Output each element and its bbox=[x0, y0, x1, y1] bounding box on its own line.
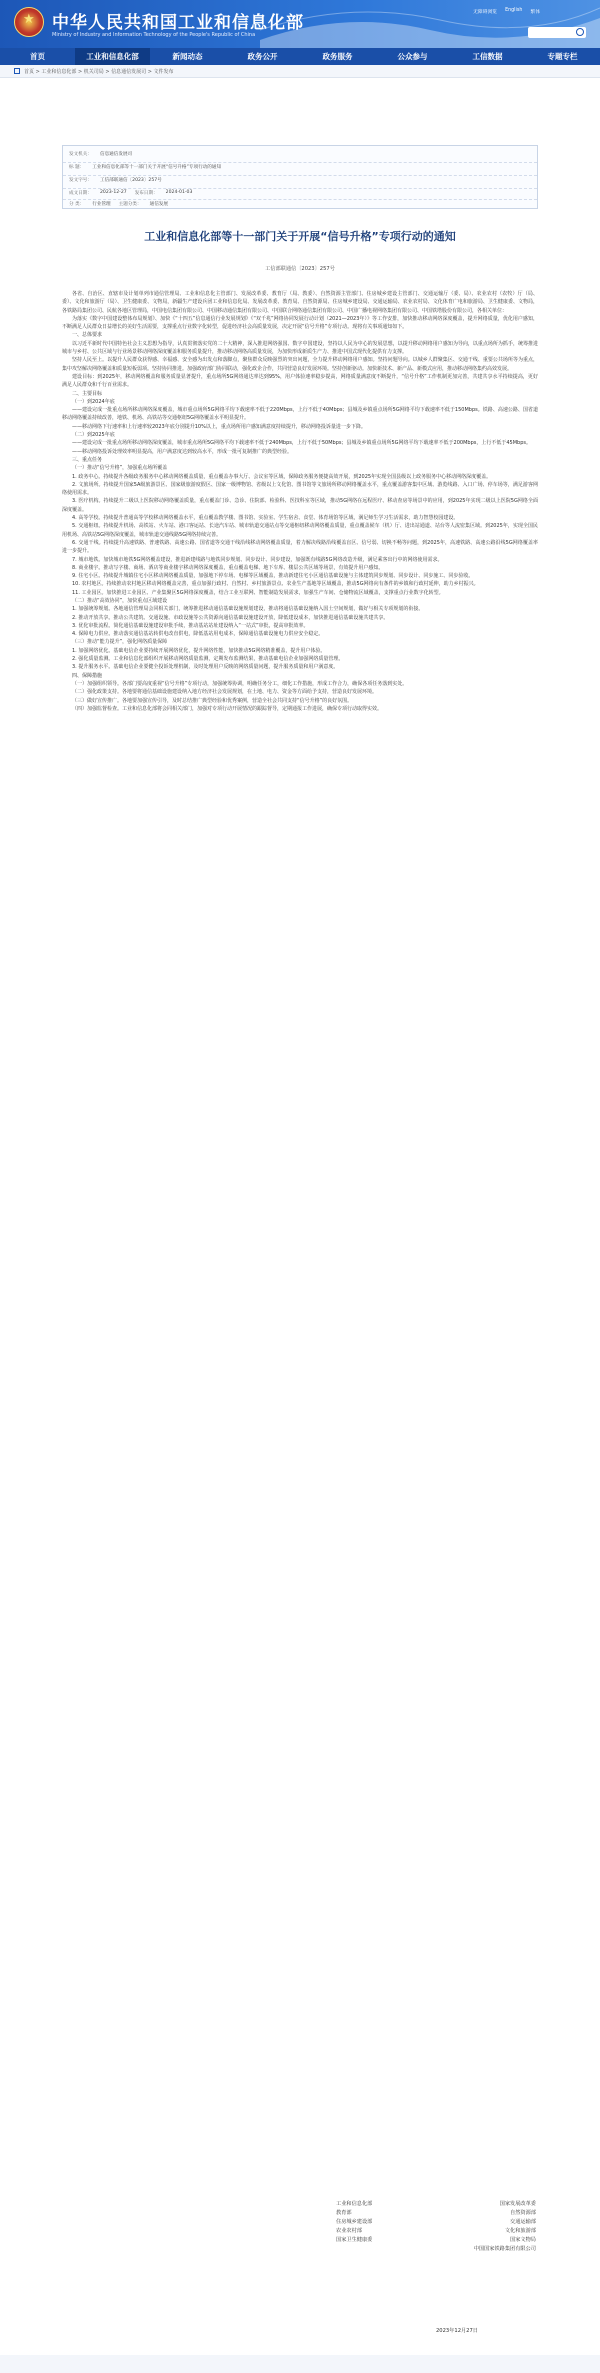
meta-divider bbox=[63, 175, 537, 176]
site-header bbox=[0, 0, 600, 48]
meta-key: 成文日期： bbox=[69, 191, 92, 196]
signatory: 交通运输部 bbox=[510, 2219, 536, 2225]
body-paragraph: 1. 政务中心。持续提升各级政务服务中心移动网络覆盖质量，重点覆盖办事大厅、会议室等区域，保障政务服务便捷高效开展，到2025年实现全国县级以上政务服务中心移动网络深度覆盖。 bbox=[72, 473, 492, 480]
document-number: 工信部联通信〔2023〕257号 bbox=[265, 266, 335, 272]
document-body bbox=[62, 290, 538, 713]
body-paragraph: 9. 住宅小区。持续提升城镇住宅小区移动网络覆盖质量，加强地下停车场、电梯等区域覆盖，推动新建住宅小区通信基础设施与主体建筑同步规划、同步设计、同步施工、同步验收。 bbox=[72, 573, 474, 580]
nav-data[interactable]: 工信数据 bbox=[472, 52, 503, 61]
meta-row-category bbox=[69, 201, 168, 207]
meta-value: 行业管理 bbox=[92, 202, 111, 207]
body-paragraph: 以习近平新时代中国特色社会主义思想为指导，认真贯彻落实党的二十大精神，深入推进网络强国、数字中国建设，坚持以人民为中心的发展思想，以提升移动网络用户感知为导向，以重点场所为抓手，统筹推进城市与乡村、公共区域与行业场景移动网络深度覆盖和服务质量提升，推动移动网络高质量发展，为加快形成新质生产力、推进中国式现代化提供有力支撑。 bbox=[62, 340, 538, 356]
header-wave-decoration bbox=[260, 0, 600, 48]
traditional-chinese-link[interactable]: 繁体 bbox=[530, 10, 540, 15]
home-icon[interactable] bbox=[14, 68, 20, 74]
signatory: 国家发展改革委 bbox=[499, 2201, 536, 2207]
meta-row-title bbox=[69, 164, 221, 170]
body-paragraph: 1. 加强统筹规划。各地通信管理局会同相关部门，统筹推进移动通信基础设施规划建设，推动将通信基础设施纳入国土空间规划，做好与相关专项规划的衔接。 bbox=[72, 606, 424, 613]
signatory-row bbox=[336, 2209, 536, 2218]
body-paragraph: 10. 农村地区。持续推动农村地区移动网络覆盖完善，重点加强行政村、自然村、乡村旅游景点、农业生产基地等区域覆盖，推动5G网络向有条件的乡镇和行政村延伸，助力乡村振兴。 bbox=[72, 581, 479, 588]
signatories bbox=[336, 2200, 536, 2254]
body-paragraph: ——移动网络投诉处理效率明显提高，用户满意度达到较高水平，形成一批可复制推广的典型经验。 bbox=[72, 448, 293, 455]
signatory-row bbox=[336, 2227, 536, 2236]
nav-services[interactable]: 政务服务 bbox=[322, 52, 353, 61]
body-paragraph: 为落实《数字中国建设整体布局规划》、加快《“十四五”信息通信行业发展规划》《“双千兆”网络协同发展行动计划（2021—2023年）》等工作安排，加快推动移动网络深度覆盖，提升网络质量，优化用户感知，不断满足人民群众日益增长的美好生活需要，支撑重点行业数字化转型，促进经济社会高质量发展，决定开展“信号升格”专项行动。现将有关事项通知如下。 bbox=[62, 315, 538, 331]
body-paragraph: 3. 优化审批流程。简化通信基础设施建设审批手续，推动基站站址建设纳入“一站式”审批，提高审批效率。 bbox=[72, 622, 309, 629]
body-paragraph: ——建设完成一批重点场所移动网络深度覆盖，城市重点场所5G网络平均下载速率不低于240Mbps，上行不低于50Mbps；县城及乡镇重点场所5G网络平均下载速率不低于200Mbps，上行不低于45Mbps。 bbox=[72, 440, 531, 447]
meta-divider bbox=[63, 188, 537, 189]
signatory: 中国国家铁路集团有限公司 bbox=[473, 2246, 536, 2252]
signatory-row bbox=[336, 2218, 536, 2227]
body-paragraph: 坚持人民至上。以提升人民群众获得感、幸福感、安全感为出发点和落脚点，聚焦群众反映强烈的突出问题，全力提升移动网络用户感知。坚持问题导向。以城乡人群聚集区、交通干线、重要公共场所等为重点，集中攻坚解决网络覆盖和质量短板弱项。坚持协同推进。加强政府部门协同联动，强化政企合作，共同营造良好发展环境。坚持创新驱动。加快新技术、新产品、新模式应用，推动移动网络集约高效发展。 bbox=[62, 357, 538, 372]
meta-key: 发布日期： bbox=[134, 191, 158, 196]
signatory: 自然资源部 bbox=[510, 2210, 536, 2216]
meta-key: 标 题： bbox=[69, 165, 85, 170]
meta-value: 工业和信息化部等十一部门关于开展“信号升格”专项行动的通知 bbox=[92, 165, 222, 170]
body-paragraph: 2. 推动开放共享。推动公共建筑、交通设施、市政设施等公共资源向通信基础设施建设开放，降低建设成本，加快推进通信基础设施共建共享。 bbox=[72, 614, 389, 621]
signatory: 国家卫生健康委 bbox=[336, 2237, 373, 2243]
nav-news[interactable]: 新闻动态 bbox=[172, 52, 203, 61]
body-paragraph: 8. 商业楼宇。推动写字楼、商场、酒店等商业楼宇移动网络深度覆盖，重点覆盖电梯、地下车库、楼层公共区域等场景，有效提升用户感知。 bbox=[72, 564, 384, 571]
body-paragraph: （二）到2025年底 bbox=[72, 432, 115, 439]
body-paragraph: （一）到2024年底 bbox=[72, 398, 115, 405]
body-paragraph: 11. 工业园区。加快推进工业园区、产业集聚区5G网络深度覆盖，结合工业互联网、智能制造发展需求，加强生产车间、仓储物流区域覆盖，支撑重点行业数字化转型。 bbox=[72, 589, 444, 596]
signatory: 住房城乡建设部 bbox=[336, 2219, 373, 2225]
footer-bar bbox=[0, 2355, 600, 2373]
body-paragraph: 2. 文旅场所。持续提升国家5A级旅游景区、国家级旅游度假区、国家一级博物馆、省级以上文化馆、图书馆等文旅场所移动网络覆盖水平，重点覆盖游客集中区域、游览线路、入口广场、停车场等，满足游客网络使用需求。 bbox=[62, 481, 538, 497]
breadcrumb-text[interactable]: 首页 > 工业和信息化部 > 机关司局 > 信息通信发展司 > 文件发布 bbox=[24, 69, 174, 75]
signatory: 教育部 bbox=[336, 2210, 352, 2216]
site-title: 中华人民共和国工业和信息化部 bbox=[52, 13, 304, 33]
meta-key: 分 类： bbox=[69, 202, 85, 207]
body-paragraph: （一）推动“信号升格”，加强重点场所覆盖 bbox=[72, 465, 168, 472]
nav-topics[interactable]: 专题专栏 bbox=[547, 52, 578, 61]
body-paragraph: 2. 强化质量监测。工业和信息化部组织开展移动网络质量监测，定期发布监测结果，推动基础电信企业加强网络质量管理。 bbox=[72, 656, 344, 663]
nav-ministry[interactable]: 工业和信息化部 bbox=[75, 48, 150, 65]
meta-divider bbox=[63, 199, 537, 200]
body-paragraph: 4. 保障电力供应。推动落实通信基站转供电改直供电，降低基站用电成本，保障通信基础设施电力供应安全稳定。 bbox=[72, 631, 324, 638]
body-paragraph: 建设目标：到2025年，移动网络覆盖和服务质量显著提升，重点场所5G网络通达率达到95%，用户体验速率稳步提高，网络质量满意度不断提升，“信号升格”工作机制更加完善，共建共享水平持续提高，更好满足人民群众和千行百业需求。 bbox=[62, 373, 538, 389]
body-paragraph: （三）推动“能力提升”，强化网络质量保障 bbox=[72, 639, 168, 646]
body-paragraph: ——移动网络下行速率和上行速率较2023年底分别提升10%以上，重点场所用户感知满意度持续提升，移动网络投诉量进一步下降。 bbox=[72, 423, 366, 430]
meta-divider bbox=[63, 162, 537, 163]
meta-row-doc-number bbox=[69, 177, 162, 183]
site-subtitle: Ministry of Industry and Information Technology of the People's Republic of China bbox=[52, 32, 256, 38]
meta-row-dates bbox=[69, 190, 192, 196]
search-icon[interactable] bbox=[576, 28, 584, 36]
signatory-row bbox=[336, 2245, 536, 2254]
signatory: 农业农村部 bbox=[336, 2228, 362, 2234]
nav-government-affairs[interactable]: 政务公开 bbox=[247, 52, 278, 61]
signatory-row bbox=[336, 2200, 536, 2209]
section-heading: 三、重点任务 bbox=[72, 456, 103, 463]
signatory-row bbox=[336, 2236, 536, 2245]
body-paragraph: （三）做好宣传推广。各地要加强宣传引导，及时总结推广典型经验和优秀案例，营造全社会共同支持“信号升格”的良好氛围。 bbox=[72, 697, 353, 704]
body-paragraph: 各省、自治区、直辖市及计划单列市通信管理局、工业和信息化主管部门、发展改革委、教育厅（局、教委）、自然资源主管部门、住房城乡建设主管部门、交通运输厅（委、局）、农业农村（农牧）厅（局、委）、文化和旅游厅（局）、卫生健康委、文物局，新疆生产建设兵团工业和信息化局、发展改革委、教育局、自然资源局、住房城乡建设局、交通运输局、农业农村局、文化体育广电和旅游局、卫生健康委、文物局，各铁路局集团公司、民航各地区管理局，中国电信集团有限公司、中国移动通信集团有限公司、中国联合网络通信集团有限公司、中国广播电视网络集团有限公司、中国铁塔股份有限公司，各相关单位： bbox=[62, 291, 538, 314]
meta-value: 信息通信发展司 bbox=[99, 152, 133, 157]
signatory: 国家文物局 bbox=[510, 2237, 536, 2243]
body-paragraph: ——建设完成一批重点场所移动网络深度覆盖，城市重点场所5G网络平均下载速率不低于220Mbps，上行不低于40Mbps；县城及乡镇重点场所5G网络平均下载速率不低于150Mbps。铁路、高速公路、国省道移动网络覆盖持续改善，地铁、机场、高铁站等交通枢纽5G网络覆盖水平明显提升。 bbox=[62, 407, 538, 422]
body-paragraph: 7. 城市地铁。加快城市地铁5G网络覆盖建设，推进新建线路与地铁同步规划、同步设计、同步建设，加强既有线路5G网络改造升级，满足乘客出行中的网络使用需求。 bbox=[72, 556, 443, 563]
nav-home[interactable]: 首页 bbox=[30, 52, 45, 61]
meta-row-issuer bbox=[69, 151, 132, 157]
main-nav bbox=[0, 48, 600, 65]
body-paragraph: 4. 高等学校。持续提升普通高等学校移动网络覆盖水平，重点覆盖教学楼、图书馆、实验室、学生宿舍、食堂、体育场馆等区域，满足师生学习生活需求，助力智慧校园建设。 bbox=[72, 515, 459, 522]
search-input[interactable] bbox=[528, 27, 586, 38]
signatory: 工业和信息化部 bbox=[336, 2201, 373, 2207]
meta-value: 通信发展 bbox=[149, 202, 169, 207]
meta-key: 发文机关： bbox=[69, 152, 92, 157]
sign-date: 2023年12月27日 bbox=[436, 2328, 478, 2334]
meta-value: 2024-01-03 bbox=[165, 190, 193, 195]
body-paragraph: （二）强化政策支持。各地要将通信基础设施建设纳入地方经济社会发展规划，在土地、电力、资金等方面给予支持，营造良好发展环境。 bbox=[72, 689, 378, 696]
meta-value: 工信部联通信〔2023〕257号 bbox=[99, 178, 162, 183]
meta-value: 2023-12-27 bbox=[99, 190, 127, 195]
document-meta-box bbox=[62, 145, 538, 209]
section-heading: 四、保障措施 bbox=[72, 672, 103, 679]
body-paragraph: （二）推动“高效协同”，加快重点区域建设 bbox=[72, 597, 168, 604]
meta-key: 发文字号： bbox=[69, 178, 92, 183]
body-paragraph: 6. 交通干线。持续提升高速铁路、普速铁路、高速公路、国省道等交通干线沿线移动网络覆盖质量，着力解决线路沿线覆盖盲区、信号弱、切换不畅等问题，到2025年，高速铁路、高速公路沿线5G网络覆盖率进一步提升。 bbox=[62, 539, 538, 555]
breadcrumb bbox=[0, 65, 600, 78]
body-paragraph: 1. 加强网络优化。基础电信企业要持续开展网络优化，提升网络性能，加快推动5G网络精准覆盖，提升用户体验。 bbox=[72, 647, 326, 654]
section-heading: 二、主要目标 bbox=[72, 390, 103, 397]
body-paragraph: 3. 医疗机构。持续提升二级以上医院移动网络覆盖质量，重点覆盖门诊、急诊、住院部、检验科、医技科室等区域，推动5G网络在远程医疗、移动查房等场景中的应用，到2025年实现二级以上医院5G网络全面深度覆盖。 bbox=[62, 498, 538, 513]
accessibility-link[interactable]: 无障碍浏览 bbox=[473, 10, 498, 15]
body-paragraph: （四）加强监督检查。工业和信息化部将会同相关部门，加强对专项行动开展情况的跟踪督导，定期通报工作进展，确保专项行动取得实效。 bbox=[72, 705, 383, 712]
body-paragraph: （一）加强组织领导。各部门要高度重视“信号升格”专项行动，加强统筹协调，明确任务分工，细化工作措施，形成工作合力，确保各项任务落到实处。 bbox=[72, 680, 408, 687]
body-paragraph: 3. 提升服务水平。基础电信企业要健全投诉处理机制，及时处理用户反映的网络质量问题，提升服务质量和用户满意度。 bbox=[72, 664, 339, 671]
english-link[interactable]: English bbox=[505, 8, 523, 13]
national-emblem-icon: ★ bbox=[14, 7, 44, 37]
section-heading: 一、总体要求 bbox=[72, 332, 103, 339]
signatory: 文化和旅游部 bbox=[504, 2228, 536, 2234]
body-paragraph: 5. 交通枢纽。持续提升机场、高铁站、火车站、港口客运站、长途汽车站、城市轨道交通站点等交通枢纽移动网络覆盖质量，重点覆盖候车（机）厅、进出站通道、站台等人流密集区域。到2025年，实现全国民用机场、高铁站5G网络深度覆盖，城市轨道交通线路5G网络持续完善。 bbox=[62, 523, 538, 538]
nav-participation[interactable]: 公众参与 bbox=[397, 52, 428, 61]
document-title: 工业和信息化部等十一部门关于开展“信号升格”专项行动的通知 bbox=[144, 230, 456, 243]
meta-key: 主题分类： bbox=[118, 202, 142, 207]
header-links bbox=[473, 8, 540, 15]
